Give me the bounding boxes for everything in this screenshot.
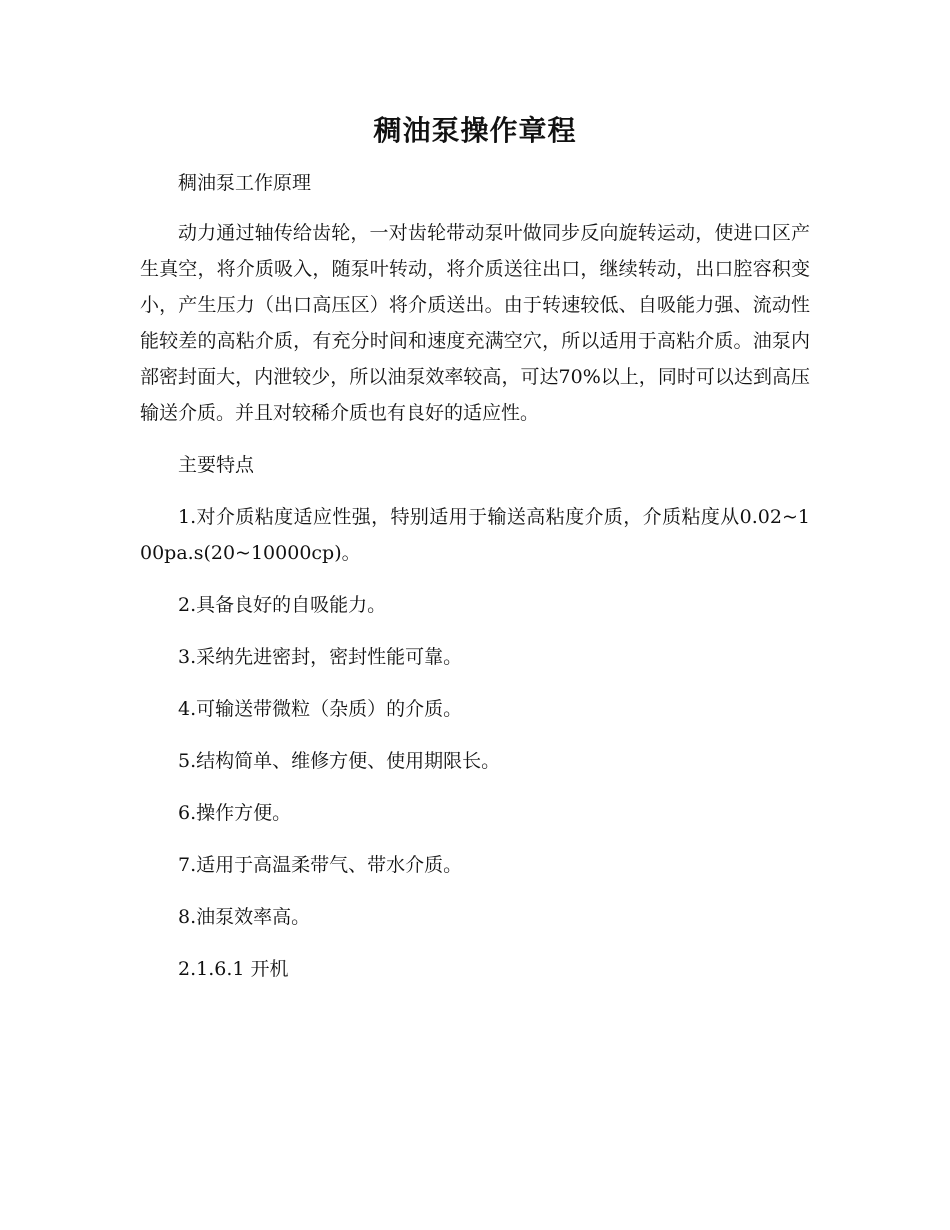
feature-item-5: 5.结构简单、维修方便、使用期限长。: [178, 750, 501, 772]
document-body: [140, 165, 810, 1003]
section-heading-principle: 稠油泵工作原理: [178, 172, 312, 194]
feature-item-3: 3.采纳先进密封，密封性能可靠。: [178, 646, 463, 668]
feature-item-7: 7.适用于高温柔带气、带水介质。: [178, 854, 463, 876]
section-heading-startup: 2.1.6.1 开机: [178, 958, 289, 980]
feature-item-6: 6.操作方便。: [178, 802, 292, 824]
paragraph-principle: 动力通过轴传给齿轮，一对齿轮带动泵叶做同步反向旋转运动，使进口区产生真空，将介质吸入，随泵叶转动，将介质送往出口，继续转动，出口腔容积变小，产生压力（出口高压区）将介质送出。由于转速较低、自吸能力强、流动性能较差的高粘介质，有充分时间和速度充满空穴，所以适用于高粘介质。油泵内部密封面大，内泄较少，所以油泵效率较高，可达70%以上，同时可以达到高压输送介质。并且对较稀介质也有良好的适应性。: [140, 222, 810, 424]
feature-item-1: 1.对介质粘度适应性强，特别适用于输送高粘度介质，介质粘度从0.02~100pa.s(20~10000cp)。: [140, 506, 810, 564]
document-title: 稠油泵操作章程: [373, 114, 577, 147]
feature-item-2: 2.具备良好的自吸能力。: [178, 594, 387, 616]
feature-item-8: 8.油泵效率高。: [178, 906, 311, 928]
feature-item-4: 4.可输送带微粒（杂质）的介质。: [178, 698, 463, 720]
section-heading-features: 主要特点: [178, 454, 255, 476]
